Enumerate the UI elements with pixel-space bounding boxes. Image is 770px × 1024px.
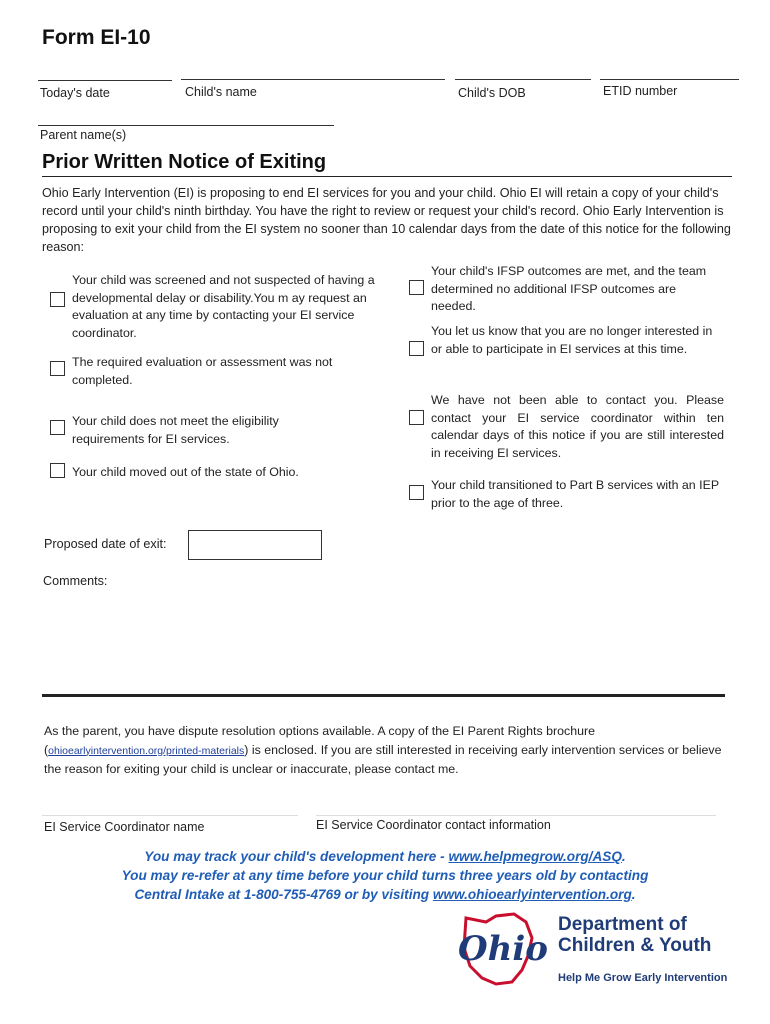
- rights-paragraph: [44, 722, 734, 779]
- coordinator-name-line[interactable]: [42, 815, 298, 816]
- todays-date-label: Today's date: [40, 86, 110, 100]
- childs-dob-line[interactable]: [455, 79, 591, 80]
- todays-date-line[interactable]: [38, 80, 172, 81]
- footer-rerefer-line: You may re-refer at any time before your child turns three years old by contacting: [121, 868, 649, 883]
- comments-label: Comments:: [43, 574, 108, 588]
- heading-divider: [42, 176, 732, 177]
- option-no-longer-interested-text: You let us know that you are no longer interested in or able to participate in EI services at this time.: [431, 324, 713, 356]
- option-part-b-checkbox[interactable]: [409, 485, 424, 500]
- notice-heading: Prior Written Notice of Exiting: [42, 151, 327, 173]
- asq-link[interactable]: www.helpmegrow.org/ASQ: [448, 849, 622, 864]
- department-name: [558, 914, 711, 956]
- parent-rights-link[interactable]: ohioearlyintervention.org/printed-materials: [48, 744, 245, 757]
- etid-number-line[interactable]: [600, 79, 739, 80]
- department-line-1: Department of: [558, 914, 687, 935]
- footer-intake-text: Central Intake at 1-800-755-4769 or by visiting: [134, 887, 433, 902]
- comments-area[interactable]: [42, 592, 725, 690]
- option-screened-checkbox[interactable]: [50, 292, 65, 307]
- etid-number-label: ETID number: [603, 84, 678, 98]
- option-not-eligible-checkbox[interactable]: [50, 420, 65, 435]
- footer-intake-end: .: [631, 887, 636, 902]
- footer-track-line: [0, 849, 770, 864]
- footer-track-text: You may track your child's development here -: [144, 849, 449, 864]
- coordinator-contact-line[interactable]: [316, 815, 716, 816]
- footer-intake-line: [0, 887, 770, 902]
- ohio-ei-link[interactable]: www.ohioearlyintervention.org: [432, 887, 632, 902]
- rights-open-paren: (: [44, 742, 49, 757]
- option-evaluation-not-completed-checkbox[interactable]: [50, 361, 65, 376]
- option-moved-checkbox[interactable]: [50, 463, 65, 478]
- coordinator-contact-label: EI Service Coordinator contact information: [316, 818, 551, 832]
- form-title: Form EI-10: [42, 26, 151, 49]
- option-not-eligible-text: Your child does not meet the eligibility requirements for EI services.: [72, 414, 279, 446]
- parent-names-label: Parent name(s): [40, 128, 127, 142]
- rights-text-2: ) is enclosed. If you are still interested in receiving early intervention services or believe the reason for exiting your child is unclear or inaccurate, please contact me.: [44, 742, 722, 776]
- proposed-exit-date-field[interactable]: [188, 530, 322, 560]
- option-unable-to-contact-checkbox[interactable]: [409, 410, 424, 425]
- option-screened-text: Your child was screened and not suspected of having a developmental delay or disability.You m ay request an evaluation at any time by contacting your EI service coordinator.: [72, 273, 375, 340]
- option-evaluation-not-completed-text: The required evaluation or assessment was not completed.: [72, 355, 333, 387]
- childs-name-line[interactable]: [181, 79, 445, 80]
- rights-text-1: As the parent, you have dispute resolution options available. A copy of the EI Parent Rights brochure: [44, 724, 596, 738]
- parent-names-line[interactable]: [38, 125, 334, 126]
- department-line-2: Children & Youth: [558, 935, 712, 956]
- coordinator-name-label: EI Service Coordinator name: [44, 820, 205, 834]
- option-no-longer-interested-checkbox[interactable]: [409, 341, 424, 356]
- ohio-logo-word: Ohio: [458, 929, 548, 969]
- option-ifsp-met-checkbox[interactable]: [409, 280, 424, 295]
- option-moved-text: Your child moved out of the state of Ohio.: [72, 465, 299, 479]
- help-me-grow-tagline: Help Me Grow Early Intervention: [558, 972, 728, 984]
- ohio-logo: [456, 910, 548, 990]
- option-unable-to-contact-text: We have not been able to contact you. Please contact your EI service coordinator within ten calendar days of this notice if you are still interested in receiving EI services.: [431, 393, 724, 460]
- childs-name-label: Child's name: [185, 85, 257, 99]
- comments-divider: [42, 694, 725, 697]
- footer-track-end: .: [621, 849, 626, 864]
- childs-dob-label: Child's DOB: [458, 86, 526, 100]
- intro-paragraph: Ohio Early Intervention (EI) is proposing to end EI services for you and your child. Ohio EI will retain a copy of your child's record until your child's ninth birthday. You have the right to review or request your child's record. Ohio Early Intervention is proposing to exit your child from the EI system no sooner than 10 calendar days from the date of this notice for the following reason:: [42, 186, 731, 254]
- option-part-b-text: Your child transitioned to Part B services with an IEP prior to the age of three.: [431, 478, 719, 510]
- option-ifsp-met-text: Your child's IFSP outcomes are met, and the team determined no additional IFSP outcomes are needed.: [431, 264, 707, 313]
- proposed-exit-label: Proposed date of exit:: [44, 537, 167, 551]
